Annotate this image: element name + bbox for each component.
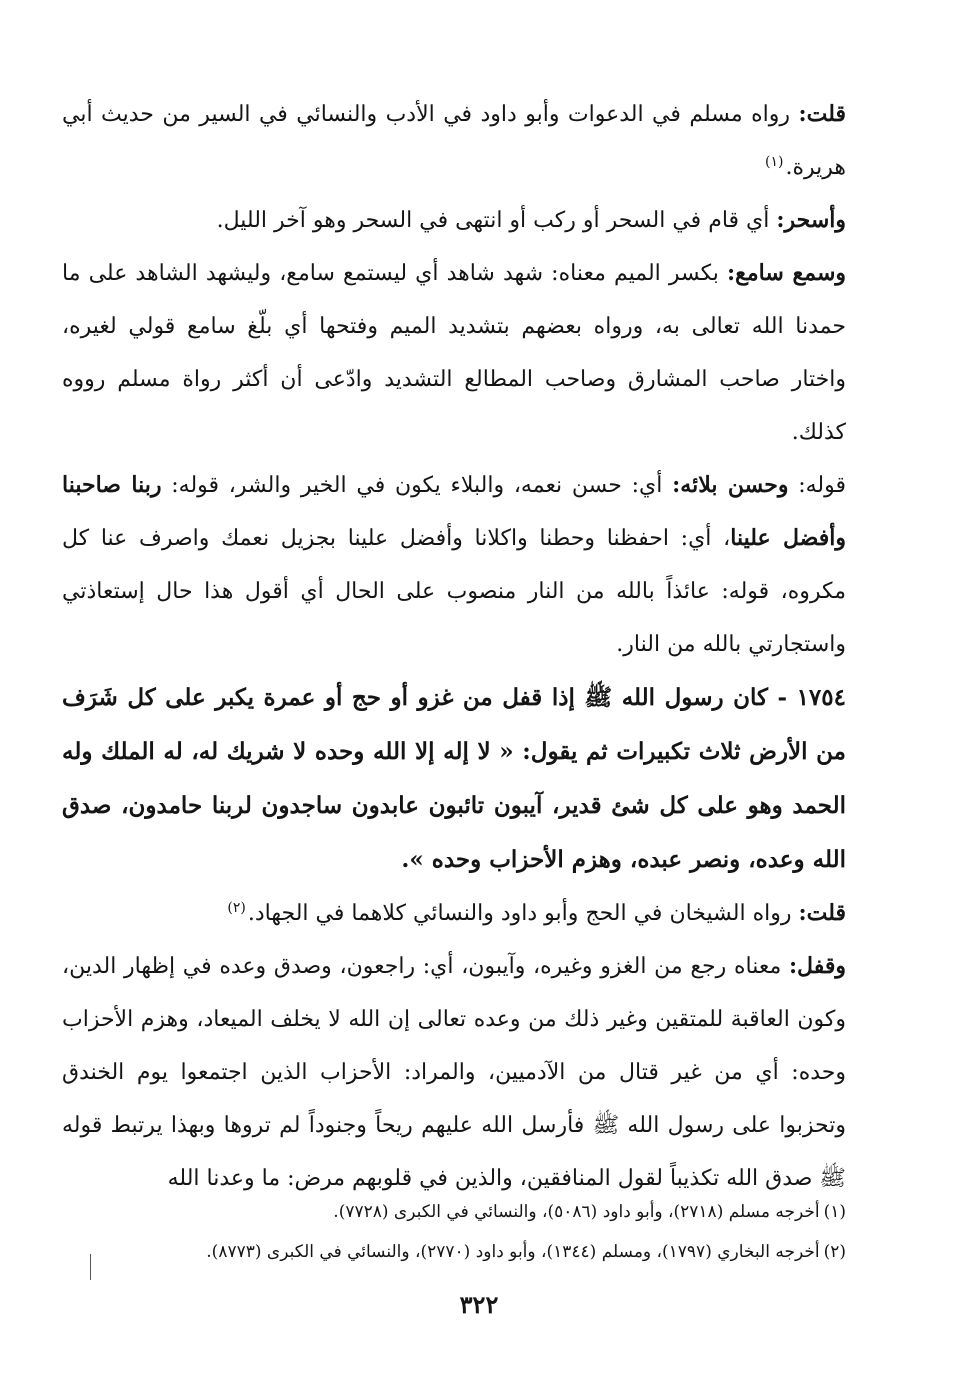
paragraph-prefix: قوله: <box>788 473 847 498</box>
hadith-1754 <box>62 671 846 887</box>
paragraph-3 <box>62 247 846 459</box>
keyword-samea: وسمع سامع: <box>727 260 846 286</box>
keyword-qult-2: قلت: <box>798 900 846 926</box>
paragraph-1 <box>62 88 846 194</box>
paragraph-5 <box>62 887 846 940</box>
footnote-text: أخرجه مسلم (٢٧١٨)، وأبو داود (٥٠٨٦)، والنسائي في الكبرى (٧٧٢٨). <box>333 1202 820 1222</box>
paragraph-4 <box>62 459 846 671</box>
paragraph-2 <box>62 194 846 247</box>
page-number: ٣٢٢ <box>459 1290 499 1319</box>
paragraph-text: رواه مسلم في الدعوات وأبو داود في الأدب والنسائي في السير من حديث أبي هريرة. <box>62 102 846 180</box>
paragraph-text: أي: حسن نعمه، والبلاء يكون في الخير والشر، قوله: <box>161 473 673 498</box>
paragraph-text: معناه رجع من الغزو وغيره، وآيبون، أي: راجعون، وصدق وعده في إظهار الدين، وكون العاقبة للمتقين وغير ذلك من وعده تعالى إن الله لا يخلف الميعاد، وهزم الأحزاب وحده: أي من غير قتال من الآدميين، والمراد: الأحزاب الذين اجتمعوا يوم الخندق وتحزبوا على رسول الله ﷺ فأرسل الله عليهم ريحاً وجنوداً لم تروها وبهذا يرتبط قوله ﷺ صدق الله تكذيباً لقول المنافقين، والذين في قلوبهم مرض: ما وعدنا الله <box>62 954 846 1191</box>
paragraph-text-2: ، أي: احفظنا وحطنا واكلانا وأفضل علينا بجزيل نعمك واصرف عنا كل مكروه، قوله: عائذاً بالله من النار منصوب على الحال أي أقول هذا حال إستعاذتي واستجارتي بالله من النار. <box>62 526 846 657</box>
keyword-qult: قلت: <box>798 101 846 127</box>
page-body <box>62 88 846 1205</box>
footnote-2 <box>62 1232 846 1272</box>
keyword-husn-balaih: وحسن بلائه: <box>672 472 789 498</box>
footnote-ref-1[interactable]: (١) <box>765 153 784 170</box>
paragraph-text: أي قام في السحر أو ركب أو انتهى في السحر وهو آخر الليل. <box>216 208 777 233</box>
paragraph-text: بكسر الميم معناه: شهد شاهد أي ليستمع سامع، وليشهد الشاهد على ما حمدنا الله تعالى به، ورواه بعضهم بتشديد الميم وفتحها أي بلّغ سامع قولي لغيره، واختار صاحب المشارق وصاحب المطالع التشديد وادّعى أن أكثر رواة مسلم رووه كذلك. <box>62 261 846 445</box>
paragraph-text: رواه الشيخان في الحج وأبو داود والنسائي كلاهما في الجهاد. <box>247 901 799 926</box>
footnote-1 <box>62 1192 846 1232</box>
footnote-ref-2[interactable]: (٢) <box>227 899 246 916</box>
footnote-text: أخرجه البخاري (١٧٩٧)، ومسلم (١٣٤٤)، وأبو داود (٢٧٧٠)، والنسائي في الكبرى (٨٧٧٣). <box>206 1242 820 1262</box>
paragraph-6 <box>62 940 846 1205</box>
footnote-number: (٢) <box>823 1242 846 1262</box>
hadith-text: ١٧٥٤ - كان رسول الله ﷺ إذا قفل من غزو أو حج أو عمرة يكبر على كل شَرَف من الأرض ثلاث تكبيرات ثم يقول: « لا إله إلا الله وحده لا شريك له، له الملك وله الحمد وهو على كل شئ قدير، آيبون تائبون عابدون ساجدون لربنا حامدون، صدق الله وعده، ونصر عبده، وهزم الأحزاب وحده ». <box>62 684 846 873</box>
keyword-ashar: وأسحر: <box>776 207 846 233</box>
footnote-number: (١) <box>823 1202 846 1222</box>
margin-mark <box>90 1254 91 1280</box>
keyword-rabbana: ربنا صاحبنا وأفضل علينا <box>62 472 846 551</box>
keyword-qafala: وقفل: <box>788 953 846 979</box>
footnotes-section <box>62 1192 846 1272</box>
